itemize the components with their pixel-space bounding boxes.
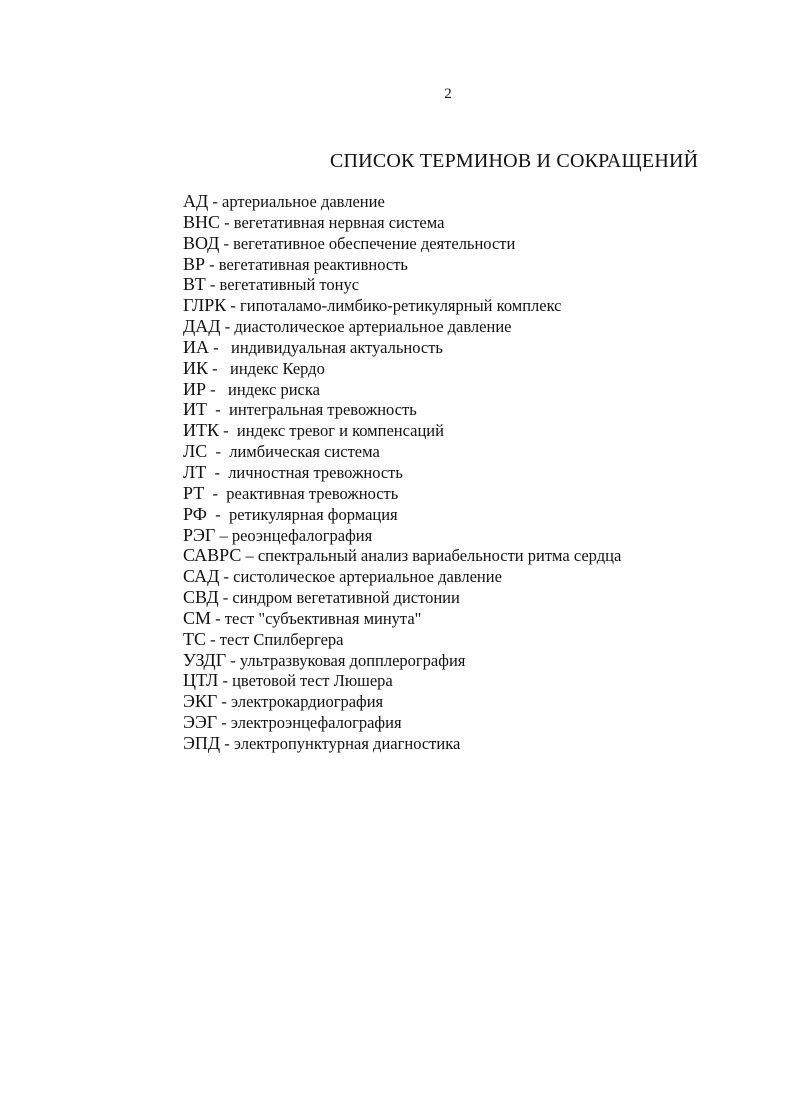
abbreviation-separator: - [220, 212, 234, 232]
abbreviation-definition: электрокардиография [231, 692, 384, 712]
abbreviation-separator: - [208, 358, 231, 378]
abbreviation-term: ЭПД [183, 732, 221, 753]
abbreviation-term: ИТК [183, 420, 219, 441]
abbreviation-definition: индекс Кердо [230, 358, 325, 378]
abbreviation-term: ЦТЛ [183, 670, 219, 691]
abbreviation-term: РТ [183, 482, 205, 503]
abbreviation-term: СВД [183, 587, 219, 608]
abbreviation-separator: - [205, 275, 220, 295]
abbreviation-definition: лимбическая система [229, 442, 380, 462]
abbreviation-term: СМ [183, 607, 212, 628]
abbreviation-term: ВОД [183, 232, 220, 253]
abbreviation-definition: электроэнцефалография [230, 713, 402, 733]
abbreviation-separator: - [208, 192, 223, 211]
list-item [183, 712, 621, 733]
abbreviation-definition: гипоталамо-лимбико-ретикулярный комплекс [240, 296, 562, 316]
list-item [183, 379, 621, 400]
abbreviation-separator: - [217, 713, 231, 733]
abbreviation-definition: цветовой тест Люшера [232, 671, 393, 691]
abbreviation-term: ЛТ [183, 461, 207, 482]
abbreviation-definition: тест Спилбергера [219, 629, 344, 649]
list-item [183, 274, 621, 295]
list-item [183, 212, 621, 233]
abbreviation-definition: диастолическое артериальное давление [234, 317, 512, 337]
abbreviation-term: САД [183, 566, 220, 587]
list-item [183, 233, 621, 254]
abbreviation-definition: артериальное давление [222, 192, 385, 211]
abbreviation-definition: интегральная тревожность [229, 400, 417, 420]
abbreviation-definition: вегетативное обеспечение деятельности [233, 233, 516, 253]
abbreviation-definition: личностная тревожность [228, 462, 403, 482]
abbreviation-separator: - [205, 254, 219, 274]
list-item [183, 733, 621, 754]
abbreviation-term: ИТ [183, 399, 207, 420]
list-item [183, 191, 621, 212]
abbreviation-separator: – [241, 546, 258, 566]
list-item [183, 483, 621, 504]
abbreviation-separator: - [218, 671, 233, 691]
abbreviation-term: ВР [183, 253, 206, 274]
list-item [183, 691, 621, 712]
abbreviation-term: ЛС [183, 441, 208, 462]
abbreviation-term: ИК [183, 357, 209, 378]
abbreviation-separator: - [217, 692, 232, 712]
list-item [183, 441, 621, 462]
abbreviation-term: ИР [183, 378, 207, 399]
abbreviation-separator: - [226, 296, 241, 316]
abbreviation-definition: вегетативная нервная система [233, 212, 445, 232]
list-item [183, 295, 621, 316]
abbreviation-separator: - [206, 379, 229, 399]
abbreviation-definition: вегетативный тонус [219, 275, 360, 295]
abbreviation-definition: индекс риска [228, 379, 320, 399]
abbreviation-list [183, 191, 621, 754]
abbreviation-term: ВТ [183, 274, 206, 295]
abbreviation-separator: - [209, 337, 231, 357]
list-item [183, 629, 621, 650]
abbreviation-separator: - [220, 317, 235, 337]
abbreviation-separator: - [206, 462, 229, 482]
list-item [183, 462, 621, 483]
list-item [183, 608, 621, 629]
abbreviation-term: ЭЭГ [183, 712, 218, 733]
abbreviation-separator: - [219, 233, 234, 253]
abbreviation-term: АД [183, 191, 209, 211]
abbreviation-separator: - [204, 483, 227, 503]
list-item [183, 420, 621, 441]
abbreviation-term: РЭГ [183, 524, 216, 545]
abbreviation-separator: - [207, 400, 229, 420]
list-item [183, 358, 621, 379]
abbreviation-term: ДАД [183, 316, 221, 337]
abbreviation-separator: - [207, 442, 230, 462]
list-item [183, 337, 621, 358]
abbreviation-separator: - [226, 650, 240, 670]
list-item [183, 650, 621, 671]
list-item [183, 525, 621, 546]
abbreviation-separator: - [206, 504, 229, 524]
abbreviation-definition: спектральный анализ вариабельности ритма сердца [257, 546, 622, 566]
abbreviation-separator: - [206, 629, 220, 649]
abbreviation-definition: систолическое артериальное давление [233, 567, 502, 587]
abbreviation-definition: ультразвуковая допплерография [239, 650, 466, 670]
list-item [183, 504, 621, 525]
abbreviation-term: ИА [183, 336, 209, 357]
abbreviation-definition: реоэнцефалография [231, 525, 373, 545]
abbreviation-definition: синдром вегетативной дистонии [232, 588, 460, 608]
abbreviation-term: ТС [183, 628, 207, 649]
abbreviation-separator: - [220, 733, 234, 753]
abbreviation-term: УЗДГ [183, 649, 227, 670]
abbreviation-term: ЭКГ [183, 691, 218, 712]
page-title: СПИСОК ТЕРМИНОВ И СОКРАЩЕНИЙ [330, 150, 699, 172]
page-number: 2 [444, 86, 452, 102]
abbreviation-separator: - [218, 588, 233, 608]
list-item [183, 316, 621, 337]
abbreviation-definition: реактивная тревожность [226, 483, 399, 503]
abbreviation-term: РФ [183, 503, 207, 524]
list-item [183, 545, 621, 566]
abbreviation-definition: электропунктурная диагностика [233, 733, 461, 753]
abbreviation-definition: вегетативная реактивность [218, 254, 408, 274]
abbreviation-separator: - [219, 421, 237, 441]
abbreviation-term: ВНС [183, 211, 221, 232]
list-item [183, 399, 621, 420]
list-item [183, 587, 621, 608]
abbreviation-definition: ретикулярная формация [228, 504, 398, 524]
abbreviation-term: ГЛРК [183, 295, 227, 316]
abbreviation-definition: индекс тревог и компенсаций [236, 421, 444, 441]
abbreviation-separator: - [211, 608, 225, 628]
list-item [183, 254, 621, 275]
abbreviation-separator: - [219, 567, 234, 587]
abbreviation-term: САВРС [183, 545, 242, 566]
abbreviation-definition: индивидуальная актуальность [231, 337, 443, 357]
list-item [183, 670, 621, 691]
abbreviation-separator: – [215, 525, 232, 545]
list-item [183, 566, 621, 587]
abbreviation-definition: тест "субъективная минута" [224, 608, 422, 628]
